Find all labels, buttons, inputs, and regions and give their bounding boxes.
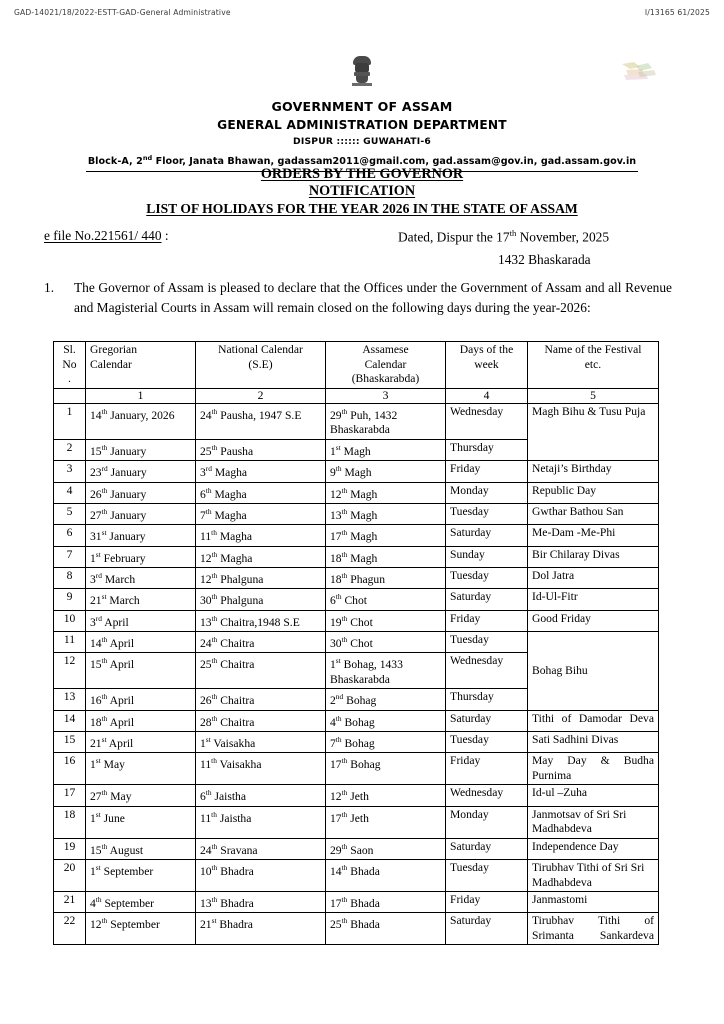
cell-national-date: 6th Magha (196, 482, 326, 503)
cell-day-of-week: Wednesday (446, 653, 528, 689)
cell-assamese-date: 17th Jeth (326, 806, 446, 838)
cell-national-date: 11th Magha (196, 525, 326, 546)
cell-sl-no: 4 (54, 482, 86, 503)
table-row (54, 525, 659, 546)
cell-day-of-week: Saturday (446, 838, 528, 859)
cell-assamese-date: 18th Phagun (326, 568, 446, 589)
cell-gregorian-date: 23rd January (86, 461, 196, 482)
header-festival-name: Name of the Festival etc. (528, 342, 659, 389)
cell-gregorian-date: 21st April (86, 732, 196, 753)
cell-festival-name: Magh Bihu & Tusu Puja (528, 404, 659, 461)
cell-gregorian-date: 14th January, 2026 (86, 404, 196, 440)
cell-national-date: 13th Bhadra (196, 892, 326, 913)
cell-sl-no: 13 (54, 689, 86, 710)
cell-assamese-date: 13th Magh (326, 503, 446, 524)
cell-day-of-week: Monday (446, 806, 528, 838)
emblem-container (0, 56, 724, 95)
cell-day-of-week: Friday (446, 461, 528, 482)
cell-gregorian-date: 14th April (86, 632, 196, 653)
cell-sl-no: 8 (54, 568, 86, 589)
cell-national-date: 21st Bhadra (196, 913, 326, 945)
cell-gregorian-date: 1st May (86, 753, 196, 785)
cell-gregorian-date: 12th September (86, 913, 196, 945)
letterhead-government: GOVERNMENT OF ASSAM (271, 99, 453, 114)
file-and-date-line (0, 228, 724, 248)
colored-stamp-watermark-icon (618, 58, 666, 84)
cell-assamese-date: 1st Bohag, 1433 Bhaskarabda (326, 653, 446, 689)
cell-assamese-date: 14th Bhada (326, 860, 446, 892)
cell-national-date: 26th Chaitra (196, 689, 326, 710)
cell-national-date: 24th Chaitra (196, 632, 326, 653)
cell-day-of-week: Wednesday (446, 785, 528, 806)
header-sl-no: Sl. No . (54, 342, 86, 389)
cell-festival-name: Dol Jatra (528, 568, 659, 589)
cell-national-date: 24th Sravana (196, 838, 326, 859)
table-row (54, 503, 659, 524)
cell-gregorian-date: 31st January (86, 525, 196, 546)
cell-festival-name: Janmastomi (528, 892, 659, 913)
cell-festival-name: Tirubhav Tithi of Sri Sri Madhabdeva (528, 860, 659, 892)
orders-by-governor-title: ORDERS BY THE GOVERNOR (260, 166, 464, 182)
cell-day-of-week: Friday (446, 753, 528, 785)
cell-gregorian-date: 21st March (86, 589, 196, 610)
letterhead-address: Block-A, 2nd Floor, Janata Bhawan, gadassam2011@gmail.com, gad.assam@gov.in, gad.assam.gov.in (86, 151, 638, 172)
cell-national-date: 12th Phalguna (196, 568, 326, 589)
paragraph-text: The Governor of Assam is pleased to declare that the Offices under the Government of Assam and all Revenue and Magisterial Courts in Assam will remain closed on the following days during the year-2026: (74, 280, 672, 315)
cell-festival-name: Tithi of Damodar Deva (528, 710, 659, 731)
cell-sl-no: 6 (54, 525, 86, 546)
table-row (54, 632, 659, 653)
cell-assamese-date: 7th Bohag (326, 732, 446, 753)
cell-festival-name: May Day & Budha Purnima (528, 753, 659, 785)
cell-sl-no: 15 (54, 732, 86, 753)
cell-festival-name: Bohag Bihu (528, 632, 659, 711)
cell-sl-no: 16 (54, 753, 86, 785)
table-row (54, 461, 659, 482)
table-row (54, 785, 659, 806)
header-gregorian-calendar: Gregorian Calendar (86, 342, 196, 389)
cell-assamese-date: 1st Magh (326, 439, 446, 460)
cell-assamese-date: 29th Saon (326, 838, 446, 859)
state-emblem-icon (352, 56, 372, 90)
cell-day-of-week: Tuesday (446, 632, 528, 653)
cell-sl-no: 12 (54, 653, 86, 689)
column-number-1: 1 (86, 388, 196, 404)
cell-national-date: 6th Jaistha (196, 785, 326, 806)
table-body (54, 404, 659, 945)
table-row (54, 404, 659, 440)
cell-gregorian-date: 4th September (86, 892, 196, 913)
header-assamese-calendar: Assamese Calendar (Bhaskarabda) (326, 342, 446, 389)
table-row (54, 568, 659, 589)
cell-festival-name: Id-Ul-Fitr (528, 589, 659, 610)
cell-sl-no: 21 (54, 892, 86, 913)
cell-national-date: 3rd Magha (196, 461, 326, 482)
cell-assamese-date: 17th Magh (326, 525, 446, 546)
e-file-number: e file No.221561/ 440 : (44, 228, 169, 243)
table-row (54, 710, 659, 731)
table-row (54, 482, 659, 503)
cell-day-of-week: Friday (446, 610, 528, 631)
cell-assamese-date: 4th Bohag (326, 710, 446, 731)
cell-national-date: 7th Magha (196, 503, 326, 524)
cell-day-of-week: Tuesday (446, 860, 528, 892)
cell-gregorian-date: 15th January (86, 439, 196, 460)
header-days-of-week: Days of the week (446, 342, 528, 389)
order-title-block (0, 166, 724, 217)
cell-national-date: 11th Vaisakha (196, 753, 326, 785)
table-row (54, 892, 659, 913)
table-header-row (54, 342, 659, 389)
table-row (54, 753, 659, 785)
cell-day-of-week: Thursday (446, 439, 528, 460)
cell-day-of-week: Monday (446, 482, 528, 503)
cell-assamese-date: 9th Magh (326, 461, 446, 482)
cell-day-of-week: Saturday (446, 525, 528, 546)
cell-festival-name: Gwthar Bathou San (528, 503, 659, 524)
cell-gregorian-date: 15th April (86, 653, 196, 689)
cell-assamese-date: 19th Chot (326, 610, 446, 631)
cell-gregorian-date: 3rd April (86, 610, 196, 631)
table-column-number-row (54, 388, 659, 404)
cell-sl-no: 10 (54, 610, 86, 631)
holiday-list-table (53, 341, 659, 945)
cell-national-date: 10th Bhadra (196, 860, 326, 892)
cell-sl-no: 1 (54, 404, 86, 440)
cell-festival-name: Netaji’s Birthday (528, 461, 659, 482)
table-row (54, 610, 659, 631)
cell-day-of-week: Saturday (446, 710, 528, 731)
cell-day-of-week: Tuesday (446, 568, 528, 589)
cell-national-date: 25th Pausha (196, 439, 326, 460)
cell-assamese-date: 30th Chot (326, 632, 446, 653)
cell-day-of-week: Tuesday (446, 732, 528, 753)
column-number-3: 3 (326, 388, 446, 404)
dated-dispur: Dated, Dispur the 17th November, 2025 (398, 228, 610, 245)
cell-sl-no: 17 (54, 785, 86, 806)
cell-gregorian-date: 1st June (86, 806, 196, 838)
letterhead-location: DISPUR :::::: GUWAHATI-6 (293, 136, 431, 147)
cell-assamese-date: 2nd Bohag (326, 689, 446, 710)
cell-assamese-date: 25th Bhada (326, 913, 446, 945)
notification-title: NOTIFICATION (308, 183, 416, 199)
column-number-blank (54, 388, 86, 404)
cell-national-date: 1st Vaisakha (196, 732, 326, 753)
header-national-calendar: National Calendar (S.E) (196, 342, 326, 389)
cell-sl-no: 5 (54, 503, 86, 524)
column-number-4: 4 (446, 388, 528, 404)
cell-sl-no: 18 (54, 806, 86, 838)
document-running-header (0, 4, 724, 20)
table-row (54, 732, 659, 753)
table-row (54, 860, 659, 892)
cell-day-of-week: Saturday (446, 913, 528, 945)
letterhead (0, 98, 724, 172)
holiday-list-title: LIST OF HOLIDAYS FOR THE YEAR 2026 IN THE STATE OF ASSAM (146, 201, 578, 216)
declaration-paragraph (44, 278, 672, 317)
cell-gregorian-date: 1st February (86, 546, 196, 567)
cell-assamese-date: 29th Puh, 1432 Bhaskarabda (326, 404, 446, 440)
cell-assamese-date: 12th Magh (326, 482, 446, 503)
cell-assamese-date: 12th Jeth (326, 785, 446, 806)
cell-national-date: 12th Magha (196, 546, 326, 567)
header-file-reference: GAD-14021/18/2022-ESTT-GAD-General Administrative (14, 7, 231, 17)
cell-gregorian-date: 3rd March (86, 568, 196, 589)
cell-national-date: 30th Phalguna (196, 589, 326, 610)
paragraph-number: 1. (44, 280, 55, 295)
table-row (54, 806, 659, 838)
cell-festival-name: Id-ul –Zuha (528, 785, 659, 806)
cell-festival-name: Bir Chilaray Divas (528, 546, 659, 567)
table-row (54, 913, 659, 945)
column-number-5: 5 (528, 388, 659, 404)
table-row (54, 838, 659, 859)
cell-festival-name: Tirubhav Tithi of Srimanta Sankardeva (528, 913, 659, 945)
header-diary-number: I/13165 61/2025 (644, 7, 710, 17)
cell-national-date: 25th Chaitra (196, 653, 326, 689)
cell-festival-name: Good Friday (528, 610, 659, 631)
cell-gregorian-date: 1st September (86, 860, 196, 892)
cell-day-of-week: Tuesday (446, 503, 528, 524)
cell-gregorian-date: 16th April (86, 689, 196, 710)
cell-sl-no: 7 (54, 546, 86, 567)
cell-gregorian-date: 27th May (86, 785, 196, 806)
cell-festival-name: Me-Dam -Me-Phi (528, 525, 659, 546)
cell-assamese-date: 6th Chot (326, 589, 446, 610)
cell-sl-no: 14 (54, 710, 86, 731)
bhaskarada-date: 1432 Bhaskarada (498, 252, 591, 267)
cell-gregorian-date: 18th April (86, 710, 196, 731)
cell-gregorian-date: 26th January (86, 482, 196, 503)
cell-gregorian-date: 27th January (86, 503, 196, 524)
cell-gregorian-date: 15th August (86, 838, 196, 859)
cell-national-date: 24th Pausha, 1947 S.E (196, 404, 326, 440)
table-row (54, 589, 659, 610)
cell-day-of-week: Saturday (446, 589, 528, 610)
cell-sl-no: 20 (54, 860, 86, 892)
cell-sl-no: 9 (54, 589, 86, 610)
table-head (54, 342, 659, 404)
table-row (54, 546, 659, 567)
cell-sl-no: 2 (54, 439, 86, 460)
cell-sl-no: 22 (54, 913, 86, 945)
cell-festival-name: Janmotsav of Sri Sri Madhabdeva (528, 806, 659, 838)
cell-festival-name: Independence Day (528, 838, 659, 859)
cell-national-date: 13th Chaitra,1948 S.E (196, 610, 326, 631)
cell-national-date: 28th Chaitra (196, 710, 326, 731)
letterhead-department: GENERAL ADMINISTRATION DEPARTMENT (217, 118, 507, 132)
cell-assamese-date: 18th Magh (326, 546, 446, 567)
cell-day-of-week: Wednesday (446, 404, 528, 440)
cell-national-date: 11th Jaistha (196, 806, 326, 838)
cell-festival-name: Republic Day (528, 482, 659, 503)
cell-assamese-date: 17th Bhada (326, 892, 446, 913)
cell-sl-no: 3 (54, 461, 86, 482)
cell-day-of-week: Thursday (446, 689, 528, 710)
cell-festival-name: Sati Sadhini Divas (528, 732, 659, 753)
cell-day-of-week: Sunday (446, 546, 528, 567)
cell-assamese-date: 17th Bohag (326, 753, 446, 785)
cell-sl-no: 19 (54, 838, 86, 859)
cell-sl-no: 11 (54, 632, 86, 653)
column-number-2: 2 (196, 388, 326, 404)
cell-day-of-week: Friday (446, 892, 528, 913)
